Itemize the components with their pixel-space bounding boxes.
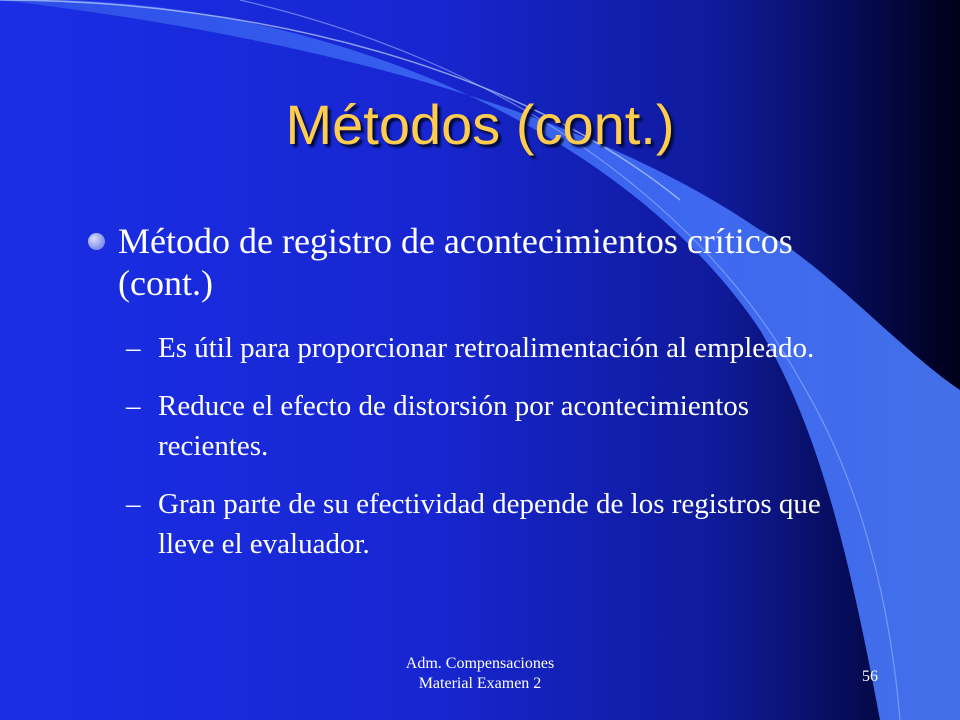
sub-bullet <box>88 386 848 466</box>
main-bullet <box>88 220 848 304</box>
footer-line-2: Material Examen 2 <box>418 675 542 692</box>
bullet-dot-icon <box>88 233 105 250</box>
footer-line-1: Adm. Compensaciones <box>405 655 555 672</box>
slide-content <box>88 220 848 582</box>
sub-bullet-text: Reduce el efecto de distorsión por acontecimientos recientes. <box>158 390 750 462</box>
page-number: 56 <box>862 668 878 685</box>
slide-title: Métodos (cont.) <box>285 93 675 156</box>
sub-bullet-text: Gran parte de su efectividad depende de los registros que lleve el evaluador. <box>158 488 821 560</box>
sub-bullet-list <box>88 328 848 564</box>
sub-bullet <box>88 328 848 368</box>
dash-marker: – <box>126 488 141 520</box>
sub-bullet <box>88 484 848 564</box>
sub-bullet-text: Es útil para proporcionar retroalimentación al empleado. <box>158 332 815 364</box>
dash-marker: – <box>126 332 141 364</box>
dash-marker: – <box>126 390 141 422</box>
main-bullet-text: Método de registro de acontecimientos críticos (cont.) <box>118 221 793 303</box>
slide-footer <box>330 654 630 694</box>
